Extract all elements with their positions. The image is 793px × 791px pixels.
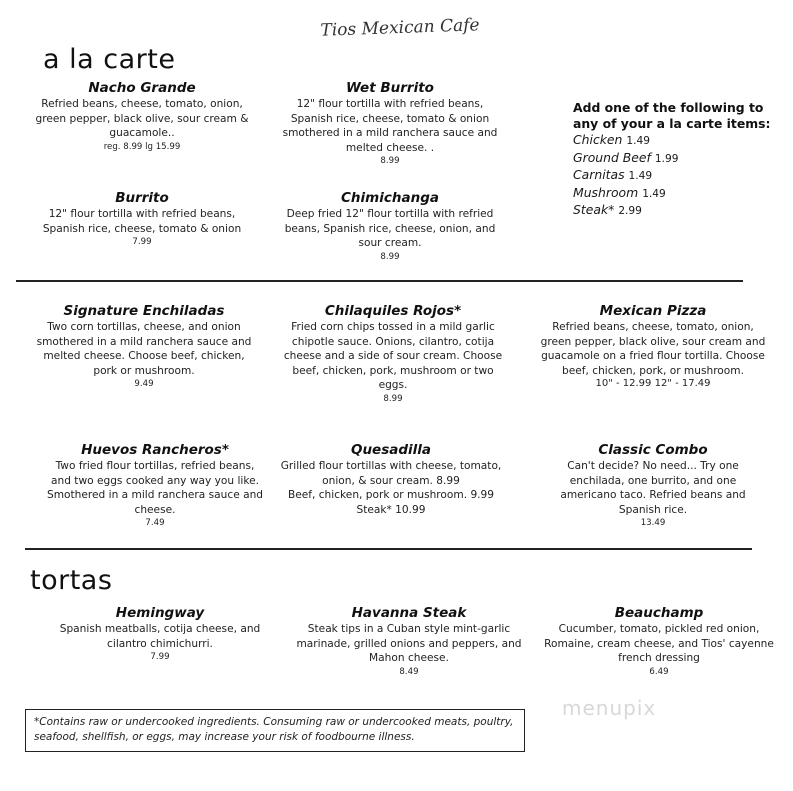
addon-option	[573, 167, 773, 185]
item-description: Beef, chicken, pork or mushroom. 9.99	[287, 489, 495, 502]
menu-item-beauchamp	[544, 605, 774, 678]
item-price: 8.99	[380, 156, 400, 167]
addons-heading: Add one of the following to any of your a la carte items:	[573, 100, 771, 131]
item-name: Havanna Steak	[351, 605, 467, 621]
addon-price: 1.99	[654, 152, 679, 165]
addon-name: Chicken	[573, 132, 623, 147]
item-description: Refried beans, cheese, tomato, onion, green pepper, black olive, sour cream & guacamole..	[35, 98, 249, 140]
item-description: Can't decide? No need... Try one enchilada, one burrito, and one americano taco. Refried beans and Spanish rice.	[560, 460, 746, 516]
item-description: Steak* 10.99	[356, 503, 426, 516]
addon-price: 1.49	[626, 135, 651, 147]
menu-item-chimichanga	[278, 190, 502, 263]
menu-item-quesadilla	[278, 442, 504, 517]
item-description: Steak tips in a Cuban style mint-garlic marinade, grilled onions and peppers, and Mahon cheese.	[296, 623, 522, 665]
menu-item-nacho-grande	[28, 80, 256, 153]
item-price: 8.99	[383, 393, 403, 404]
restaurant-logo: Tios Mexican Cafe	[320, 15, 480, 41]
item-description: 12" flour tortilla with refried beans, Spanish rice, cheese, tomato & onion	[42, 208, 242, 235]
item-name: Signature Enchiladas	[63, 303, 225, 319]
item-description: Cucumber, tomato, pickled red onion, Romaine, cream cheese, and Tios' cayenne french dressing	[544, 623, 774, 665]
menu-item-mexican-pizza	[538, 303, 768, 390]
item-price: 13.49	[640, 518, 666, 529]
item-description: Spanish meatballs, cotija cheese, and cilantro chimichurri.	[59, 623, 261, 650]
addon-name: Carnitas	[573, 167, 625, 182]
item-name: Chilaquiles Rojos*	[324, 303, 462, 319]
item-name: Quesadilla	[350, 442, 432, 458]
section-divider	[25, 548, 752, 550]
item-price: 8.49	[399, 666, 419, 677]
menu-item-havanna-steak	[296, 605, 522, 678]
item-price: reg. 8.99 lg 15.99	[103, 141, 181, 152]
addons-panel	[573, 100, 773, 220]
item-description: Two fried flour tortillas, refried beans, and two eggs cooked any way you like. Smothered in a mild ranchera sauce and cheese.	[46, 460, 264, 516]
watermark: menupix	[562, 696, 657, 720]
menu-item-huevos-rancheros	[44, 442, 266, 529]
item-description: Fried corn chips tossed in a mild garlic chipotle sauce. Onions, cilantro, cotija cheese and a side of sour cream. Choose beef, chicken, pork, mushroom or two eggs.	[283, 321, 503, 392]
item-name: Nacho Grande	[88, 80, 196, 96]
addon-option	[573, 185, 773, 203]
item-price: 7.99	[132, 237, 152, 248]
addon-name: Mushroom	[573, 184, 639, 200]
menu-item-burrito	[32, 190, 252, 248]
section-divider	[16, 280, 743, 282]
item-description: Two corn tortillas, cheese, and onion smothered in a mild ranchera sauce and melted cheese. Choose beef, chicken, pork or mushroom.	[36, 321, 252, 377]
item-name: Classic Combo	[598, 442, 708, 458]
item-description: 12" flour tortilla with refried beans, Spanish rice, cheese, tomato & onion smothered in a mild ranchera sauce and melted cheese. .	[282, 98, 498, 154]
addon-price: 2.99	[618, 205, 642, 217]
item-price: 7.49	[145, 518, 165, 529]
addon-price: 1.49	[642, 187, 666, 200]
menu-item-signature-enchiladas	[34, 303, 254, 390]
item-description: Grilled flour tortillas with cheese, tomato, onion, & sour cream. 8.99	[280, 460, 502, 487]
item-price: 7.99	[150, 652, 170, 663]
item-name: Wet Burrito	[346, 80, 434, 96]
item-price: 9.49	[134, 379, 154, 390]
menu-item-chilaquiles-rojos	[282, 303, 504, 405]
menu-item-wet-burrito	[278, 80, 502, 167]
item-name: Beauchamp	[614, 605, 704, 621]
addon-name: Ground Beef	[573, 149, 651, 165]
item-name: Chimichanga	[341, 190, 439, 206]
addon-name: Steak*	[573, 202, 615, 217]
item-name: Huevos Rancheros*	[81, 442, 229, 458]
item-name: Burrito	[115, 190, 169, 206]
item-name: Hemingway	[115, 605, 205, 621]
item-name: Mexican Pizza	[599, 303, 707, 319]
menu-item-hemingway	[44, 605, 276, 663]
item-price: 8.99	[380, 251, 400, 262]
addon-option	[573, 150, 773, 168]
addon-option	[573, 202, 773, 220]
food-safety-notice: *Contains raw or undercooked ingredients. Consuming raw or undercooked meats, poultry, seafood, shellfish, or eggs, may increase your risk of foodbourne illness.	[25, 709, 525, 752]
item-description: Deep fried 12" flour tortilla with refried beans, Spanish rice, cheese, onion, and sour cream.	[284, 208, 496, 250]
item-description: Refried beans, cheese, tomato, onion, green pepper, black olive, sour cream and guacamole on a fried flour tortilla. Choose beef, chicken, pork, or mushroom.	[540, 321, 766, 377]
addon-option	[573, 132, 773, 150]
menu-item-classic-combo	[542, 442, 764, 529]
section-title-a-la-carte: a la carte	[43, 44, 176, 75]
item-price: 6.49	[649, 666, 669, 677]
section-title-tortas: tortas	[30, 565, 113, 596]
addon-price: 1.49	[628, 170, 653, 182]
item-price: 10" - 12.99 12" - 17.49	[595, 378, 711, 390]
